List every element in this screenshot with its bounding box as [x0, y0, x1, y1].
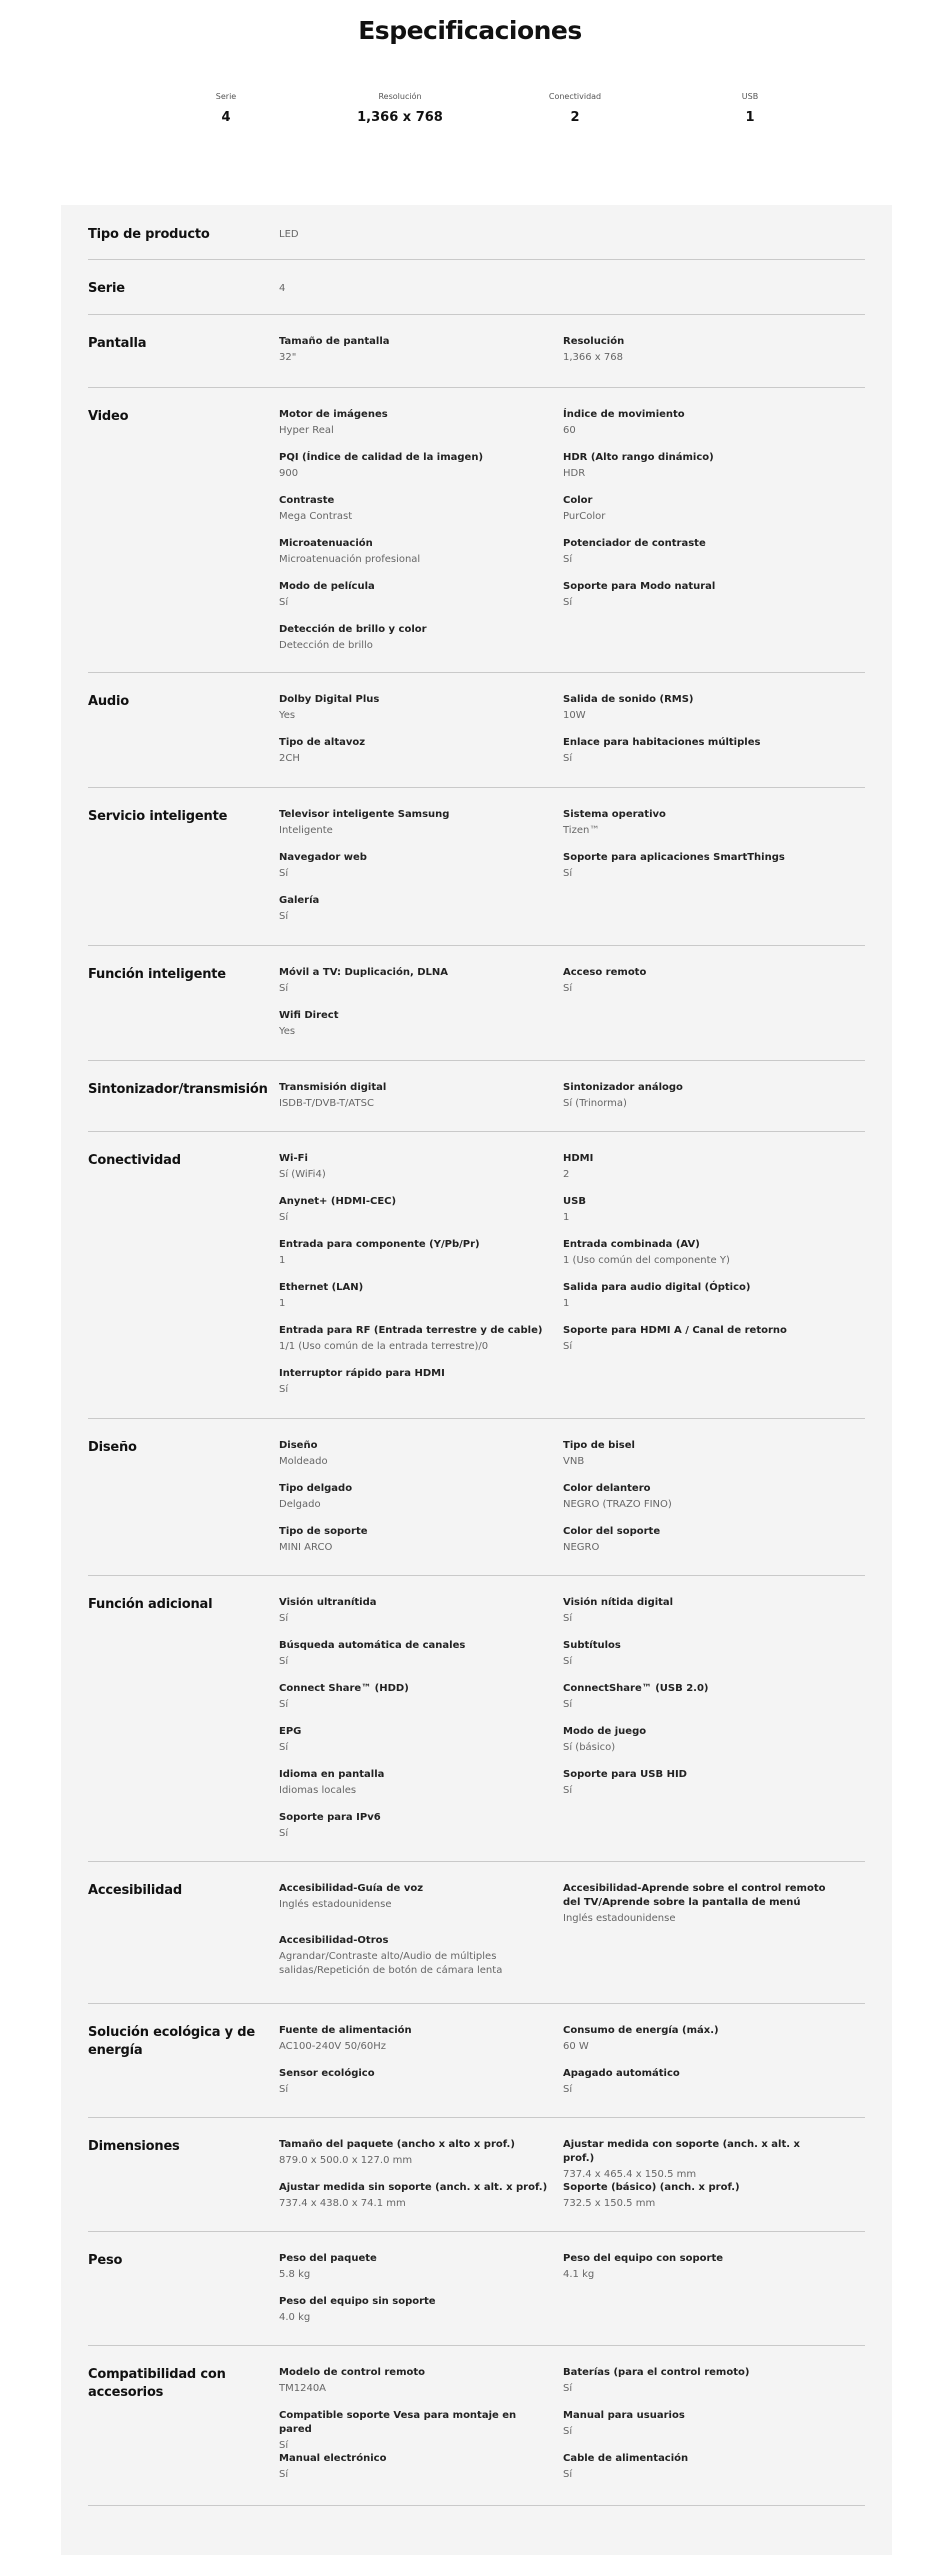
spec-item-value: Sí — [279, 1656, 289, 1667]
spec-item-value: 4.0 kg — [279, 2312, 311, 2323]
section-divider — [88, 1131, 865, 1132]
spec-item — [563, 1682, 833, 1712]
spec-item — [563, 1768, 833, 1798]
spec-item — [563, 808, 833, 838]
spec-item — [563, 2181, 833, 2211]
spec-item-value: 1 (Uso común del componente Y) — [563, 1255, 730, 1266]
spec-item — [279, 623, 549, 653]
spec-item-value: Sí — [279, 911, 289, 922]
spec-item-label: Salida para audio digital (Óptico) — [563, 1282, 751, 1293]
spec-item-value: Sí — [279, 1742, 289, 1753]
spec-item-label: Búsqueda automática de canales — [279, 1640, 466, 1651]
spec-item-value: 737.4 x 465.4 x 150.5 mm — [563, 2169, 697, 2180]
spec-item — [279, 1281, 549, 1311]
spec-item-label: Detección de brillo y color — [279, 624, 427, 635]
spec-item-label: Visión nítida digital — [563, 1597, 674, 1608]
spec-section — [88, 808, 865, 945]
spec-item-value: Delgado — [279, 1499, 321, 1510]
spec-item-value: Sí — [279, 2084, 289, 2095]
spec-section — [88, 280, 865, 314]
spec-item-value: Sí — [279, 1699, 289, 1710]
section-divider — [88, 672, 865, 673]
spec-item-value: Sí — [279, 1828, 289, 1839]
spec-item-label: Dolby Digital Plus — [279, 694, 380, 705]
spec-item-label: Soporte para Modo natural — [563, 581, 716, 592]
section-title: Accesibilidad — [88, 1883, 182, 1898]
spec-item-label: Navegador web — [279, 852, 367, 863]
spec-item-label: Potenciador de contraste — [563, 538, 706, 549]
spec-item-value: Sí — [563, 1341, 573, 1352]
spec-item-label: Tipo delgado — [279, 1483, 353, 1494]
spec-item-value: Sí (Trinorma) — [563, 1098, 627, 1109]
highlight-label: USB — [741, 92, 759, 101]
spec-item — [279, 1238, 549, 1268]
spec-item-label: Interruptor rápido para HDMI — [279, 1368, 445, 1379]
section-divider — [88, 2505, 865, 2506]
spec-item-label: Microatenuación — [279, 538, 373, 549]
spec-item — [563, 1639, 833, 1669]
spec-item-value: ISDB-T/DVB-T/ATSC — [279, 1098, 374, 1109]
spec-section — [88, 408, 865, 672]
spec-item-value: Yes — [279, 710, 296, 721]
highlight-value: 2 — [570, 110, 580, 125]
spec-item — [563, 2452, 833, 2482]
spec-item-label: Sensor ecológico — [279, 2068, 375, 2079]
spec-item — [279, 1081, 549, 1111]
spec-item-label: Baterías (para el control remoto) — [563, 2367, 750, 2378]
spec-item-label: Accesibilidad-Otros — [279, 1935, 389, 1946]
spec-item-value: Sí (WiFi4) — [279, 1169, 326, 1180]
spec-item — [279, 494, 549, 524]
spec-item-value: Sí — [563, 2426, 573, 2437]
spec-item — [279, 1482, 549, 1512]
spec-item — [279, 894, 549, 924]
spec-item-value: 900 — [279, 468, 299, 479]
spec-item-value: TM1240A — [279, 2383, 327, 2394]
spec-item — [279, 1725, 549, 1755]
spec-item — [563, 2366, 833, 2396]
spec-item — [563, 2024, 833, 2054]
spec-section — [88, 1882, 865, 2003]
spec-item-value: Sí — [279, 1384, 289, 1395]
spec-section — [88, 693, 865, 787]
section-title: Diseño — [88, 1440, 137, 1455]
section-value: 4 — [279, 283, 286, 294]
spec-item-value: 737.4 x 438.0 x 74.1 mm — [279, 2198, 406, 2209]
spec-item — [563, 1238, 833, 1268]
spec-item-value: MINI ARCO — [279, 1542, 333, 1553]
spec-item-label: Accesibilidad-Guía de voz — [279, 1883, 424, 1894]
spec-section — [88, 1152, 865, 1418]
spec-item-label: HDMI — [563, 1153, 594, 1164]
highlight-usb — [675, 91, 825, 127]
spec-item — [279, 1324, 549, 1354]
spec-item — [279, 736, 549, 766]
spec-item — [563, 1596, 833, 1626]
spec-item-value: 32" — [279, 352, 297, 363]
spec-item-value: 1 — [563, 1298, 570, 1309]
spec-item-label: Índice de movimiento — [563, 409, 685, 420]
section-divider — [88, 314, 865, 315]
spec-item-value: 1 — [279, 1298, 286, 1309]
spec-item — [279, 808, 549, 838]
spec-item-label: Soporte (básico) (anch. x prof.) — [563, 2182, 740, 2193]
spec-item-label: Wifi Direct — [279, 1010, 339, 1021]
spec-item — [563, 851, 833, 881]
spec-item-label: Visión ultranítida — [279, 1597, 377, 1608]
spec-item — [563, 1882, 833, 1926]
spec-item — [279, 966, 549, 996]
spec-item-label: Manual para usuarios — [563, 2410, 685, 2421]
section-title: Dimensiones — [88, 2139, 180, 2154]
section-divider — [88, 2117, 865, 2118]
highlight-label: Resolución — [378, 92, 422, 101]
spec-item-value: NEGRO (TRAZO FINO) — [563, 1499, 672, 1510]
spec-item — [563, 2138, 833, 2182]
spec-item-value: Sí — [563, 753, 573, 764]
spec-item-label: Tipo de bisel — [563, 1440, 635, 1451]
section-title: Audio — [88, 694, 130, 709]
spec-item-value: Sí — [279, 2469, 289, 2480]
spec-item-value: 5.8 kg — [279, 2269, 311, 2280]
spec-item-value: Sí — [563, 1656, 573, 1667]
spec-item-label: Transmisión digital — [279, 1082, 387, 1093]
spec-section — [88, 2024, 865, 2117]
spec-item — [279, 851, 549, 881]
spec-item — [563, 2067, 833, 2097]
spec-item-value: Sí — [279, 983, 289, 994]
spec-item-value: Sí — [563, 1785, 573, 1796]
spec-item — [279, 693, 549, 723]
spec-item-label: Color del soporte — [563, 1526, 661, 1537]
spec-item-value: Sí — [563, 1699, 573, 1710]
spec-item-value: Moldeado — [279, 1456, 328, 1467]
spec-item-value: 1,366 x 768 — [563, 352, 623, 363]
spec-item-value: 2CH — [279, 753, 300, 764]
spec-item-label: EPG — [279, 1726, 302, 1737]
spec-item-label: Connect Share™ (HDD) — [279, 1683, 409, 1694]
spec-item-label: Cable de alimentación — [563, 2453, 689, 2464]
spec-item — [563, 1439, 833, 1469]
spec-item-label: Peso del equipo sin soporte — [279, 2296, 436, 2307]
spec-item — [563, 580, 833, 610]
spec-item-label: Tipo de soporte — [279, 1526, 368, 1537]
spec-item-label: Modo de película — [279, 581, 375, 592]
spec-item-value: Sí — [279, 597, 289, 608]
spec-item — [279, 451, 549, 481]
spec-item-label: Accesibilidad-Aprende sobre el control remoto del TV/Aprende sobre la pantalla de menú — [563, 1883, 826, 1908]
highlight-connectivity — [500, 91, 650, 127]
spec-section — [88, 1081, 865, 1131]
spec-item-value: AC100-240V 50/60Hz — [279, 2041, 387, 2052]
spec-item — [563, 537, 833, 567]
spec-item — [279, 1367, 549, 1397]
spec-item-value: Mega Contrast — [279, 511, 353, 522]
spec-item — [279, 1639, 549, 1669]
spec-item-label: Entrada para RF (Entrada terrestre y de cable) — [279, 1325, 543, 1336]
spec-item-value: 60 — [563, 425, 576, 436]
spec-item-label: Idioma en pantalla — [279, 1769, 385, 1780]
spec-item-value: 1 — [279, 1255, 286, 1266]
spec-item — [279, 408, 549, 438]
spec-item-value: Sí — [563, 2084, 573, 2095]
spec-item-label: Modelo de control remoto — [279, 2367, 426, 2378]
spec-item-label: Tamaño del paquete (ancho x alto x prof.) — [279, 2139, 515, 2150]
spec-section — [88, 226, 865, 259]
spec-item-label: Móvil a TV: Duplicación, DLNA — [279, 967, 449, 978]
spec-item-label: Modo de juego — [563, 1726, 647, 1737]
spec-item — [563, 2252, 833, 2282]
spec-item-label: Acceso remoto — [563, 967, 647, 978]
spec-item-label: Galería — [279, 895, 320, 906]
spec-highlights — [0, 91, 940, 136]
spec-item-value: Sí — [563, 554, 573, 565]
spec-item-value: Sí (básico) — [563, 1742, 616, 1753]
spec-item-value: Agrandar/Contraste alto/Audio de múltiples salidas/Repetición de botón de cámara lenta — [279, 1951, 503, 1976]
spec-item — [279, 1596, 549, 1626]
section-divider — [88, 1575, 865, 1576]
spec-item-label: Color delantero — [563, 1483, 651, 1494]
spec-item-label: Televisor inteligente Samsung — [279, 809, 450, 820]
section-title: Peso — [88, 2253, 123, 2268]
spec-item — [279, 1882, 549, 1912]
highlight-series — [151, 91, 301, 127]
spec-section — [88, 1596, 865, 1861]
highlight-value: 1,366 x 768 — [357, 110, 443, 125]
spec-item-value: Idiomas locales — [279, 1785, 357, 1796]
spec-item-value: 732.5 x 150.5 mm — [563, 2198, 656, 2209]
section-title: Serie — [88, 281, 125, 296]
spec-item — [563, 335, 833, 365]
spec-item — [279, 537, 549, 567]
spec-item-label: Compatible soporte Vesa para montaje en pared — [279, 2410, 517, 2435]
spec-item-label: Soporte para USB HID — [563, 1769, 687, 1780]
spec-item — [279, 335, 549, 365]
spec-section — [88, 2138, 865, 2231]
spec-item-value: PurColor — [563, 511, 606, 522]
spec-item-label: Peso del equipo con soporte — [563, 2253, 724, 2264]
spec-item — [279, 2252, 549, 2282]
spec-item-value: Hyper Real — [279, 425, 334, 436]
spec-item — [279, 2181, 549, 2211]
spec-item-label: Ethernet (LAN) — [279, 1282, 364, 1293]
spec-item-value: Detección de brillo — [279, 640, 373, 651]
spec-item-value: Microatenuación profesional — [279, 554, 421, 565]
spec-item-label: Soporte para aplicaciones SmartThings — [563, 852, 785, 863]
spec-item-label: Peso del paquete — [279, 2253, 377, 2264]
section-divider — [88, 2231, 865, 2232]
spec-section — [88, 335, 865, 387]
spec-item — [563, 1324, 833, 1354]
spec-item — [279, 2067, 549, 2097]
spec-item — [563, 451, 833, 481]
spec-item-label: Enlace para habitaciones múltiples — [563, 737, 761, 748]
spec-item-value: Sí — [279, 868, 289, 879]
spec-item — [563, 1281, 833, 1311]
spec-item-label: Salida de sonido (RMS) — [563, 694, 694, 705]
spec-item — [563, 1081, 833, 1111]
spec-item-label: Resolución — [563, 336, 625, 347]
spec-item-value: 879.0 x 500.0 x 127.0 mm — [279, 2155, 413, 2166]
section-title: Tipo de producto — [88, 227, 210, 242]
spec-item-value: Sí — [279, 2440, 289, 2451]
section-title: Servicio inteligente — [88, 809, 228, 824]
spec-item-value: 1 — [563, 1212, 570, 1223]
spec-item — [563, 1482, 833, 1512]
spec-item-value: VNB — [563, 1456, 585, 1467]
section-divider — [88, 259, 865, 260]
section-title: Función adicional — [88, 1597, 213, 1612]
spec-item — [279, 2366, 549, 2396]
spec-item-label: Entrada combinada (AV) — [563, 1239, 700, 1250]
spec-item-value: 2 — [563, 1169, 570, 1180]
section-divider — [88, 387, 865, 388]
spec-item-label: Soporte para IPv6 — [279, 1812, 381, 1823]
section-divider — [88, 945, 865, 946]
spec-item-value: 10W — [563, 710, 586, 721]
spec-item — [279, 1934, 549, 1978]
section-title: Compatibilidad con accesorios — [88, 2367, 226, 2400]
section-value: LED — [279, 229, 299, 240]
spec-item-label: HDR (Alto rango dinámico) — [563, 452, 714, 463]
section-title: Video — [88, 409, 129, 424]
spec-item — [563, 1195, 833, 1225]
spec-item-label: Apagado automático — [563, 2068, 680, 2079]
spec-item-label: Fuente de alimentación — [279, 2025, 412, 2036]
spec-item-value: Inglés estadounidense — [279, 1899, 392, 1910]
spec-item — [563, 1725, 833, 1755]
highlight-value: 4 — [221, 110, 231, 125]
spec-item-label: Diseño — [279, 1440, 318, 1451]
section-divider — [88, 2345, 865, 2346]
spec-item — [563, 736, 833, 766]
spec-section — [88, 2252, 865, 2345]
spec-item-label: Wi-Fi — [279, 1153, 308, 1164]
spec-item-label: Contraste — [279, 495, 335, 506]
spec-item — [563, 2409, 833, 2439]
spec-section — [88, 2366, 865, 2505]
spec-item — [279, 1768, 549, 1798]
spec-item-value: Sí — [563, 597, 573, 608]
spec-item — [279, 2024, 549, 2054]
spec-item-value: Tizen™ — [563, 825, 600, 836]
spec-item — [279, 1811, 549, 1841]
spec-item-label: Tamaño de pantalla — [279, 336, 390, 347]
spec-item — [563, 1152, 833, 1182]
spec-item-value: Sí — [279, 1212, 289, 1223]
spec-item-label: Color — [563, 495, 593, 506]
spec-item-label: Sintonizador análogo — [563, 1082, 683, 1093]
page-title: Especificaciones — [358, 16, 582, 45]
spec-item-value: Sí — [563, 2383, 573, 2394]
section-title: Solución ecológica y de energía — [88, 2025, 256, 2058]
spec-item-label: ConnectShare™ (USB 2.0) — [563, 1683, 709, 1694]
section-title: Conectividad — [88, 1153, 181, 1168]
spec-item — [279, 1439, 549, 1469]
spec-item-value: HDR — [563, 468, 586, 479]
spec-item — [279, 1152, 549, 1182]
spec-item-label: PQI (Índice de calidad de la imagen) — [279, 452, 484, 463]
spec-item-value: 1/1 (Uso común de la entrada terrestre)/0 — [279, 1341, 489, 1352]
highlight-label: Serie — [215, 92, 237, 101]
spec-item — [563, 1525, 833, 1555]
spec-item — [563, 494, 833, 524]
spec-item-value: Sí — [563, 2469, 573, 2480]
spec-item — [279, 2409, 549, 2453]
spec-item-label: USB — [563, 1196, 586, 1207]
spec-item-label: Ajustar medida con soporte (anch. x alt. x prof.) — [563, 2139, 800, 2164]
section-title: Función inteligente — [88, 967, 226, 982]
spec-item — [563, 408, 833, 438]
spec-item-label: Ajustar medida sin soporte (anch. x alt. x prof.) — [279, 2182, 548, 2193]
highlight-label: Conectividad — [548, 92, 602, 101]
section-title: Sintonizador/transmisión — [88, 1082, 268, 1097]
spec-item-value: Inteligente — [279, 825, 333, 836]
spec-item — [563, 966, 833, 996]
spec-item-label: Anynet+ (HDMI-CEC) — [279, 1196, 397, 1207]
spec-item-value: Inglés estadounidense — [563, 1913, 676, 1924]
spec-item-value: Sí — [279, 1613, 289, 1624]
spec-item — [279, 1009, 549, 1039]
spec-item-value: Yes — [279, 1026, 296, 1037]
spec-item-value: Sí — [563, 1613, 573, 1624]
section-divider — [88, 1060, 865, 1061]
spec-item — [279, 1682, 549, 1712]
spec-item-label: Manual electrónico — [279, 2453, 387, 2464]
spec-item-label: Tipo de altavoz — [279, 737, 366, 748]
spec-item-value: 4.1 kg — [563, 2269, 595, 2280]
spec-item — [279, 1195, 549, 1225]
section-divider — [88, 1861, 865, 1862]
spec-item — [279, 1525, 549, 1555]
highlight-resolution — [325, 91, 475, 127]
spec-item-label: Soporte para HDMI A / Canal de retorno — [563, 1325, 787, 1336]
spec-item — [279, 2138, 549, 2168]
spec-section — [88, 966, 865, 1060]
section-title: Pantalla — [88, 336, 147, 351]
spec-item-label: Consumo de energía (máx.) — [563, 2025, 719, 2036]
spec-item-label: Entrada para componente (Y/Pb/Pr) — [279, 1239, 480, 1250]
section-divider — [88, 787, 865, 788]
spec-item-value: Sí — [563, 868, 573, 879]
highlight-value: 1 — [745, 110, 755, 125]
spec-item — [279, 2452, 549, 2482]
spec-item-label: Subtítulos — [563, 1640, 621, 1651]
spec-panel — [61, 205, 892, 2555]
spec-item-value: NEGRO — [563, 1542, 600, 1553]
spec-item — [563, 693, 833, 723]
spec-item-label: Motor de imágenes — [279, 409, 388, 420]
spec-item-label: Sistema operativo — [563, 809, 666, 820]
section-divider — [88, 2003, 865, 2004]
spec-item — [279, 2295, 549, 2325]
spec-item — [279, 580, 549, 610]
spec-section — [88, 1439, 865, 1575]
section-divider — [88, 1418, 865, 1419]
spec-item-value: 60 W — [563, 2041, 589, 2052]
spec-item-value: Sí — [563, 983, 573, 994]
